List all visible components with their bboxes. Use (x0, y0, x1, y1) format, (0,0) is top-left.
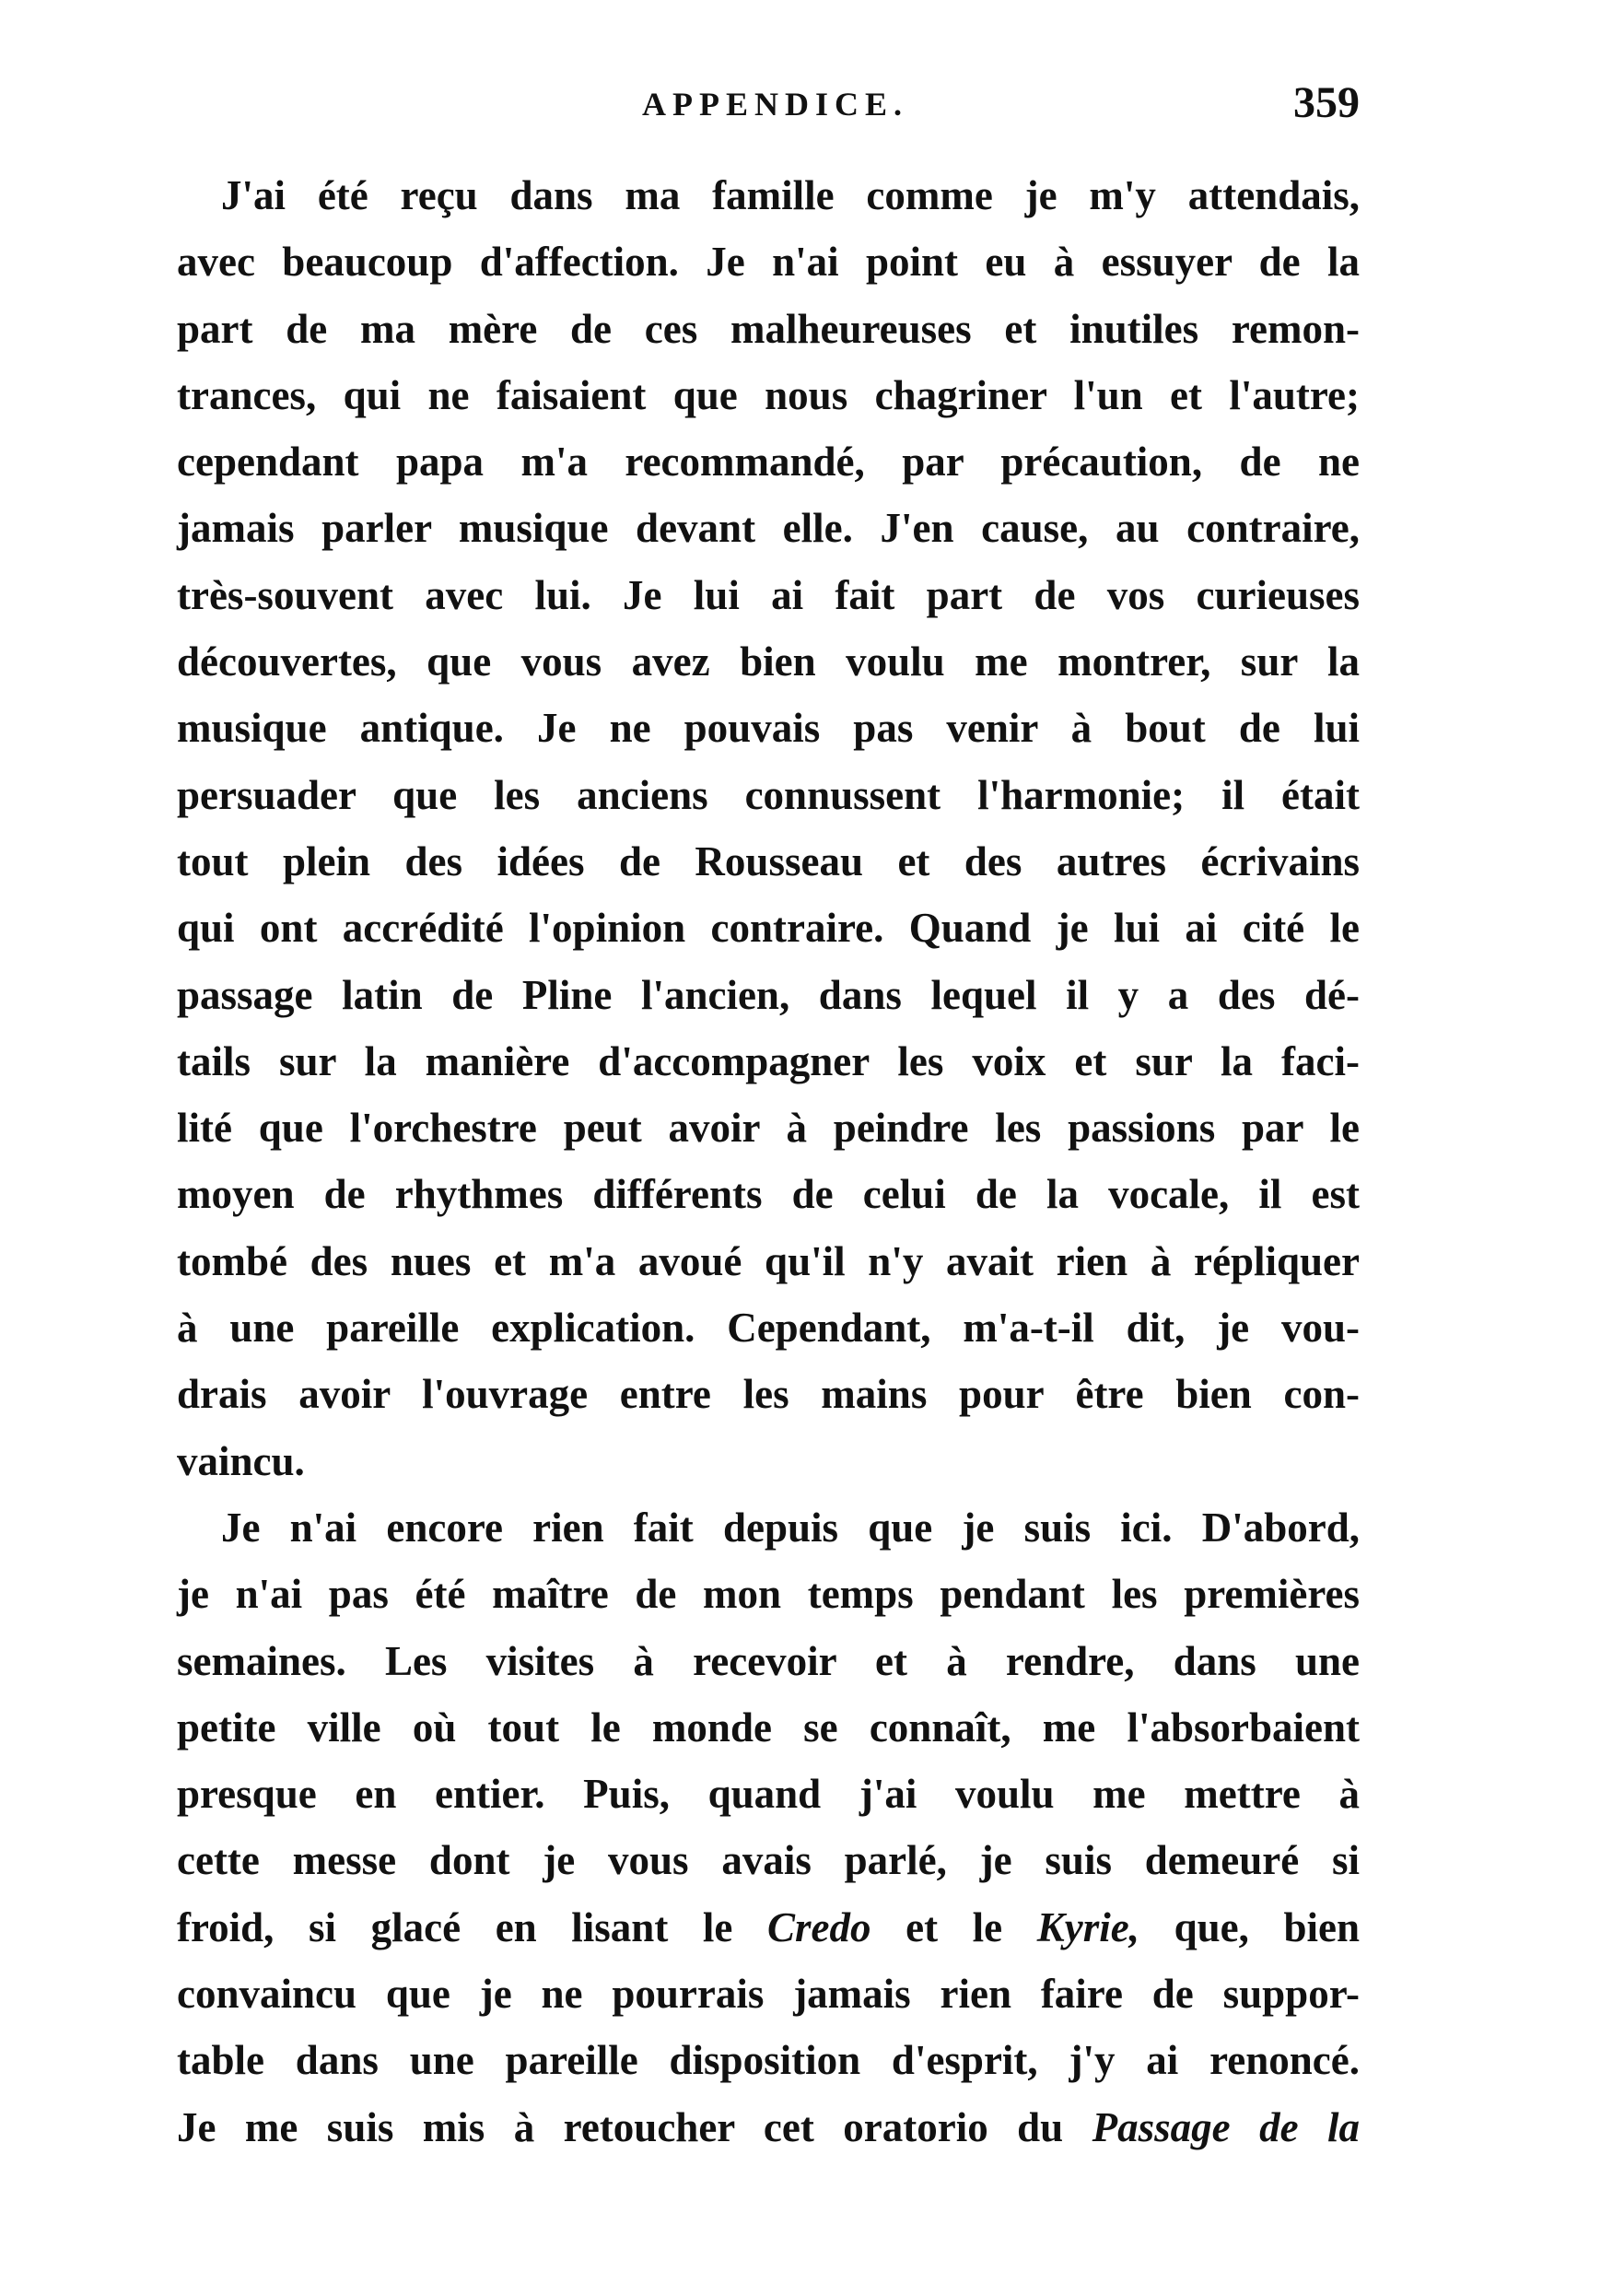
italic-text: Credo (767, 1903, 871, 1950)
text-line (177, 628, 1360, 695)
text-span: qui ont accrédité l'opinion contraire. Quand je lui ai cité le (177, 905, 1360, 952)
text-line (177, 428, 1360, 495)
body-text (177, 162, 1360, 2160)
text-line (177, 895, 1360, 961)
text-span: lité que l'orchestre peut avoir à peindre les passions par le (177, 1105, 1360, 1152)
text-span: découvertes, que vous avez bien voulu me montrer, sur la (177, 638, 1360, 685)
text-line (177, 162, 1360, 228)
text-span: et le (870, 1903, 1037, 1950)
text-line (177, 1961, 1360, 2027)
text-line (177, 228, 1360, 295)
text-span: persuader que les anciens connussent l'harmonie; il était (177, 771, 1360, 818)
text-line (177, 1428, 1360, 1494)
text-span: table dans une pareille disposition d'esprit, j'y ai renoncé. (177, 2037, 1360, 2084)
text-span: cette messe dont je vous avais parlé, je suis demeuré si (177, 1837, 1360, 1884)
text-span: part de ma mère de ces malheureuses et inutiles remon- (177, 305, 1360, 352)
text-line (177, 296, 1360, 362)
text-span: que, bien (1139, 1903, 1360, 1950)
text-line (177, 2094, 1360, 2160)
text-span: trances, qui ne faisaient que nous chagriner l'un et l'autre; (177, 371, 1360, 418)
text-line (177, 495, 1360, 561)
text-line (177, 1095, 1360, 1161)
text-line (177, 762, 1360, 828)
italic-text: Kyrie, (1036, 1903, 1139, 1950)
text-line (177, 1894, 1360, 1961)
text-line (177, 1361, 1360, 1427)
text-line (177, 1294, 1360, 1361)
text-line (177, 695, 1360, 761)
text-span: très-souvent avec lui. Je lui ai fait part de vos curieuses (177, 571, 1360, 618)
text-span: jamais parler musique devant elle. J'en cause, au contraire, (177, 505, 1360, 552)
text-span: musique antique. Je ne pouvais pas venir à bout de lui (177, 705, 1360, 752)
running-title: APPENDICE. (642, 86, 909, 123)
text-line (177, 1494, 1360, 1561)
text-span: drais avoir l'ouvrage entre les mains pour être bien con- (177, 1371, 1360, 1418)
text-span: cependant papa m'a recommandé, par précaution, de ne (177, 439, 1360, 486)
text-span: vaincu. (177, 1437, 305, 1484)
page-number: 359 (1293, 78, 1360, 127)
text-span: froid, si glacé en lisant le (177, 1903, 767, 1950)
page-header (177, 78, 1360, 140)
text-line (177, 562, 1360, 628)
text-line (177, 1761, 1360, 1827)
text-span: semaines. Les visites à recevoir et à rendre, dans une (177, 1637, 1360, 1684)
text-span: J'ai été reçu dans ma famille comme je m'y attendais, (221, 172, 1360, 218)
text-line (177, 2027, 1360, 2093)
text-line (177, 828, 1360, 895)
text-line (177, 1028, 1360, 1095)
text-line (177, 1694, 1360, 1761)
text-span: petite ville où tout le monde se connaît, me l'absorbaient (177, 1704, 1360, 1751)
text-span: presque en entier. Puis, quand j'ai voulu me mettre à (177, 1771, 1360, 1818)
text-line (177, 962, 1360, 1028)
text-line (177, 1561, 1360, 1627)
text-span: tombé des nues et m'a avoué qu'il n'y avait rien à répliquer (177, 1237, 1360, 1284)
text-span: à une pareille explication. Cependant, m'a-t-il dit, je vou- (177, 1305, 1360, 1352)
italic-text: Passage de la (1092, 2103, 1360, 2150)
text-span: tails sur la manière d'accompagner les voix et sur la faci- (177, 1037, 1360, 1084)
text-span: avec beaucoup d'affection. Je n'ai point eu à essuyer de la (177, 239, 1360, 286)
text-line (177, 1228, 1360, 1294)
text-line (177, 1161, 1360, 1227)
text-line (177, 1827, 1360, 1893)
text-span: convaincu que je ne pourrais jamais rien faire de suppor- (177, 1971, 1360, 2018)
text-span: moyen de rhythmes différents de celui de la vocale, il est (177, 1171, 1360, 1218)
text-span: passage latin de Pline l'ancien, dans lequel il y a des dé- (177, 971, 1360, 1018)
text-line (177, 362, 1360, 428)
text-span: tout plein des idées de Rousseau et des autres écrivains (177, 837, 1360, 884)
text-span: je n'ai pas été maître de mon temps pendant les premières (177, 1571, 1360, 1618)
text-span: Je n'ai encore rien fait depuis que je suis ici. D'abord, (221, 1504, 1360, 1551)
text-line (177, 1628, 1360, 1694)
text-span: Je me suis mis à retoucher cet oratorio du (177, 2103, 1092, 2150)
